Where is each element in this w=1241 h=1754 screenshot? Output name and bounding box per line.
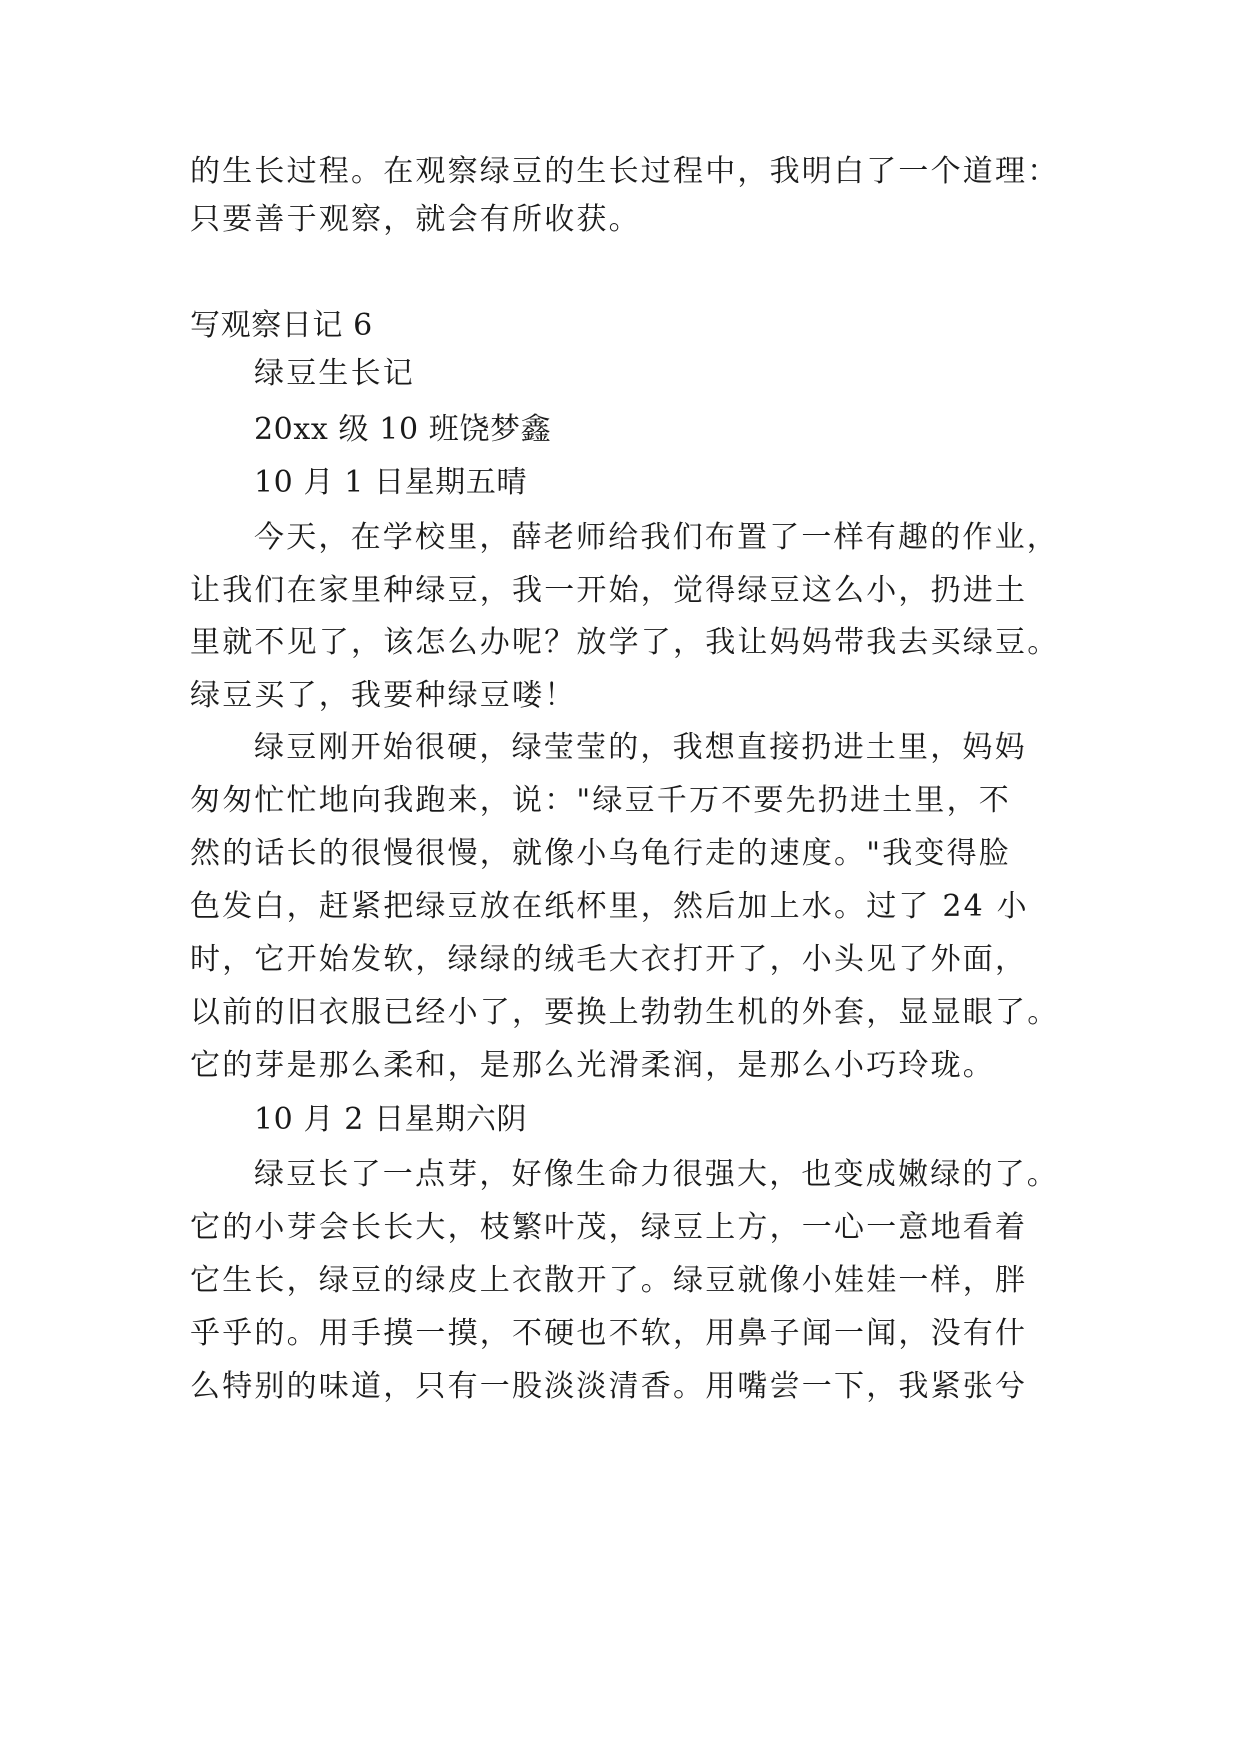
diary-author: 20xx 级 10 班饶梦鑫 [254,412,552,447]
intro-line-1: 的生长过程。在观察绿豆的生长过程中，我明白了一个道理： [190,154,1060,189]
paragraph-line: 以前的旧衣服已经小了，要换上勃勃生机的外套，显显眼了。 [190,995,1060,1030]
paragraph-line: 里就不见了，该怎么办呢？放学了，我让妈妈带我去买绿豆。 [190,625,1060,660]
paragraph-line: 匆匆忙忙地向我跑来，说："绿豆千万不要先扔进土里，不 [190,783,1011,818]
entry-date-1: 10 月 1 日星期五晴 [254,465,528,500]
section-heading: 写观察日记 6 [190,308,373,343]
paragraph-line: 它的芽是那么柔和，是那么光滑柔润，是那么小巧玲珑。 [190,1048,995,1083]
paragraph-line: 绿豆买了，我要种绿豆喽！ [190,678,577,713]
paragraph-line: 绿豆刚开始很硬，绿莹莹的，我想直接扔进土里，妈妈 [254,730,1027,765]
entry-date-2: 10 月 2 日星期六阴 [254,1102,528,1137]
diary-title: 绿豆生长记 [254,356,415,391]
paragraph-line: 它的小芽会长长大，枝繁叶茂，绿豆上方，一心一意地看着 [190,1210,1028,1245]
paragraph-line: 它生长，绿豆的绿皮上衣散开了。绿豆就像小娃娃一样，胖 [190,1263,1028,1298]
paragraph-line: 么特别的味道，只有一股淡淡清香。用嘴尝一下，我紧张兮 [190,1369,1028,1404]
paragraph-line: 时，它开始发软，绿绿的绒毛大衣打开了，小头见了外面， [190,942,1028,977]
paragraph-line: 乎乎的。用手摸一摸，不硬也不软，用鼻子闻一闻，没有什 [190,1316,1028,1351]
paragraph-line: 色发白，赶紧把绿豆放在纸杯里，然后加上水。过了 24 小 [190,889,1029,924]
paragraph-line: 绿豆长了一点芽，好像生命力很强大，也变成嫩绿的了。 [254,1157,1059,1192]
paragraph-line: 今天，在学校里，薛老师给我们布置了一样有趣的作业， [254,520,1059,555]
intro-line-2: 只要善于观察，就会有所收获。 [190,202,641,237]
paragraph-line: 让我们在家里种绿豆，我一开始，觉得绿豆这么小，扔进土 [190,573,1028,608]
paragraph-line: 然的话长的很慢很慢，就像小乌龟行走的速度。"我变得脸 [190,836,1011,871]
